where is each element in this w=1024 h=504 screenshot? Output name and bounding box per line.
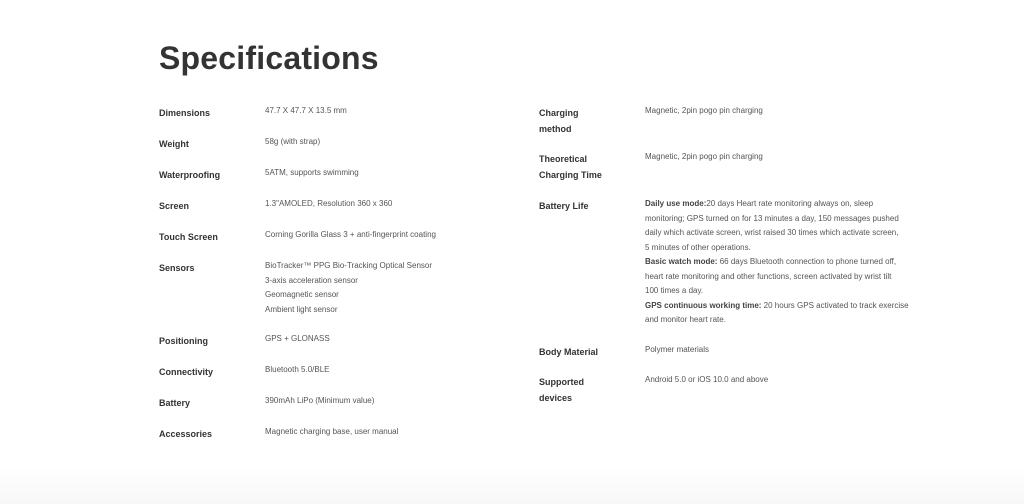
spec-row-screen bbox=[159, 197, 499, 228]
spec-value-line: 5ATM, supports swimming bbox=[265, 168, 359, 177]
spec-value-line: 390mAh LiPo (Minimum value) bbox=[265, 396, 375, 405]
spec-value-line: GPS + GLONASS bbox=[265, 334, 330, 343]
spec-label-line: Charging Time bbox=[539, 170, 602, 180]
spec-row-battery-life bbox=[539, 197, 919, 343]
spec-row-sensors bbox=[159, 259, 499, 332]
daily-use-heading: Daily use mode: bbox=[645, 199, 707, 208]
spec-value-line: 100 times a day. bbox=[645, 286, 704, 295]
spec-label bbox=[539, 150, 645, 183]
spec-value bbox=[265, 228, 499, 243]
daily-use-text: 20 days Heart rate monitoring always on, sleep bbox=[706, 199, 874, 208]
spec-value-line: Magnetic, 2pin pogo pin charging bbox=[645, 106, 763, 115]
spec-label: Body Material bbox=[539, 347, 599, 357]
spec-label: Positioning bbox=[159, 336, 208, 346]
spec-row-positioning bbox=[159, 332, 499, 363]
spec-value bbox=[265, 166, 499, 181]
spec-value bbox=[265, 332, 499, 347]
spec-value-line: Ambient light sensor bbox=[265, 304, 338, 314]
spec-value-line: 58g (with strap) bbox=[265, 137, 321, 146]
spec-row-battery bbox=[159, 394, 499, 425]
spec-label bbox=[539, 373, 645, 406]
spec-value bbox=[265, 259, 499, 317]
spec-value-line: Bluetooth 5.0/BLE bbox=[265, 365, 330, 374]
spec-value bbox=[265, 394, 499, 409]
spec-value-line: 1.3"AMOLED, Resolution 360 x 360 bbox=[265, 199, 393, 208]
spec-value bbox=[645, 197, 919, 328]
spec-label-line: Charging bbox=[539, 108, 579, 118]
spec-row-weight bbox=[159, 135, 499, 166]
spec-row-supported-devices bbox=[539, 373, 919, 413]
gps-text: 20 hours GPS activated to track exercise bbox=[761, 300, 909, 310]
spec-label: Accessories bbox=[159, 429, 213, 439]
spec-row-theoretical-charging-time bbox=[539, 150, 919, 197]
spec-row-dimensions bbox=[159, 104, 499, 135]
spec-label-line: devices bbox=[539, 393, 573, 403]
spec-value-line: heart rate monitoring and other functions, screen activated by wrist tilt bbox=[645, 271, 892, 281]
spec-value-line: daily which activate screen, wrist raised 30 times which activate screen, bbox=[645, 228, 899, 237]
spec-value-line: and monitor heart rate. bbox=[645, 315, 726, 324]
spec-value bbox=[645, 373, 919, 388]
spec-value-line: Android 5.0 or iOS 10.0 and above bbox=[645, 375, 769, 384]
spec-label-line: Supported bbox=[539, 377, 584, 387]
spec-value bbox=[265, 363, 499, 378]
bottom-divider-fade bbox=[0, 468, 1024, 504]
spec-label: Weight bbox=[159, 139, 189, 149]
spec-row-waterproofing bbox=[159, 166, 499, 197]
spec-label: Connectivity bbox=[159, 367, 214, 377]
spec-value bbox=[645, 150, 919, 165]
spec-row-charging-method bbox=[539, 104, 919, 150]
spec-label: Touch Screen bbox=[159, 232, 218, 242]
spec-row-accessories bbox=[159, 425, 499, 456]
basic-watch-text: 66 days Bluetooth connection to phone turned off, bbox=[717, 257, 897, 266]
spec-value-line: Corning Gorilla Glass 3 + anti-fingerprint coating bbox=[265, 230, 436, 239]
spec-label: Sensors bbox=[159, 263, 195, 273]
spec-value bbox=[265, 135, 499, 150]
gps-heading: GPS continuous working time: bbox=[645, 300, 762, 310]
page-title: Specifications bbox=[159, 40, 379, 76]
spec-value-line: 3-axis acceleration sensor bbox=[265, 275, 358, 285]
spec-value-line bbox=[645, 197, 919, 212]
spec-label-line: method bbox=[539, 124, 572, 134]
spec-label bbox=[539, 104, 645, 137]
spec-value-line: BioTracker™ PPG Bio-Tracking Optical Sensor bbox=[265, 261, 433, 270]
spec-label: Dimensions bbox=[159, 108, 211, 118]
spec-value-line: Magnetic, 2pin pogo pin charging bbox=[645, 152, 763, 161]
spec-value-line: Polymer materials bbox=[645, 345, 710, 354]
spec-value bbox=[645, 343, 919, 358]
spec-value bbox=[645, 104, 919, 119]
spec-label-line: Theoretical bbox=[539, 154, 588, 164]
spec-row-body-material bbox=[539, 343, 919, 373]
spec-label: Battery bbox=[159, 398, 191, 408]
spec-value-line: Magnetic charging base, user manual bbox=[265, 427, 399, 436]
specs-left-column bbox=[159, 104, 499, 456]
spec-label: Battery Life bbox=[539, 201, 589, 211]
basic-watch-heading: Basic watch mode: bbox=[645, 257, 718, 266]
spec-value-line: 47.7 X 47.7 X 13.5 mm bbox=[265, 106, 347, 115]
spec-value-line: monitoring; GPS turned on for 13 minutes a day, 150 messages pushed bbox=[645, 213, 899, 223]
spec-row-connectivity bbox=[159, 363, 499, 394]
spec-label: Waterproofing bbox=[159, 170, 221, 180]
spec-value-line: 5 minutes of other operations. bbox=[645, 242, 751, 252]
spec-value-line: Geomagnetic sensor bbox=[265, 290, 339, 299]
spec-value-line bbox=[645, 255, 919, 270]
spec-value bbox=[265, 104, 499, 119]
spec-value-line bbox=[645, 299, 919, 314]
spec-row-touch-screen bbox=[159, 228, 499, 259]
spec-label: Screen bbox=[159, 201, 190, 211]
spec-value bbox=[265, 197, 499, 212]
spec-value bbox=[265, 425, 499, 440]
specs-right-column bbox=[539, 104, 919, 413]
